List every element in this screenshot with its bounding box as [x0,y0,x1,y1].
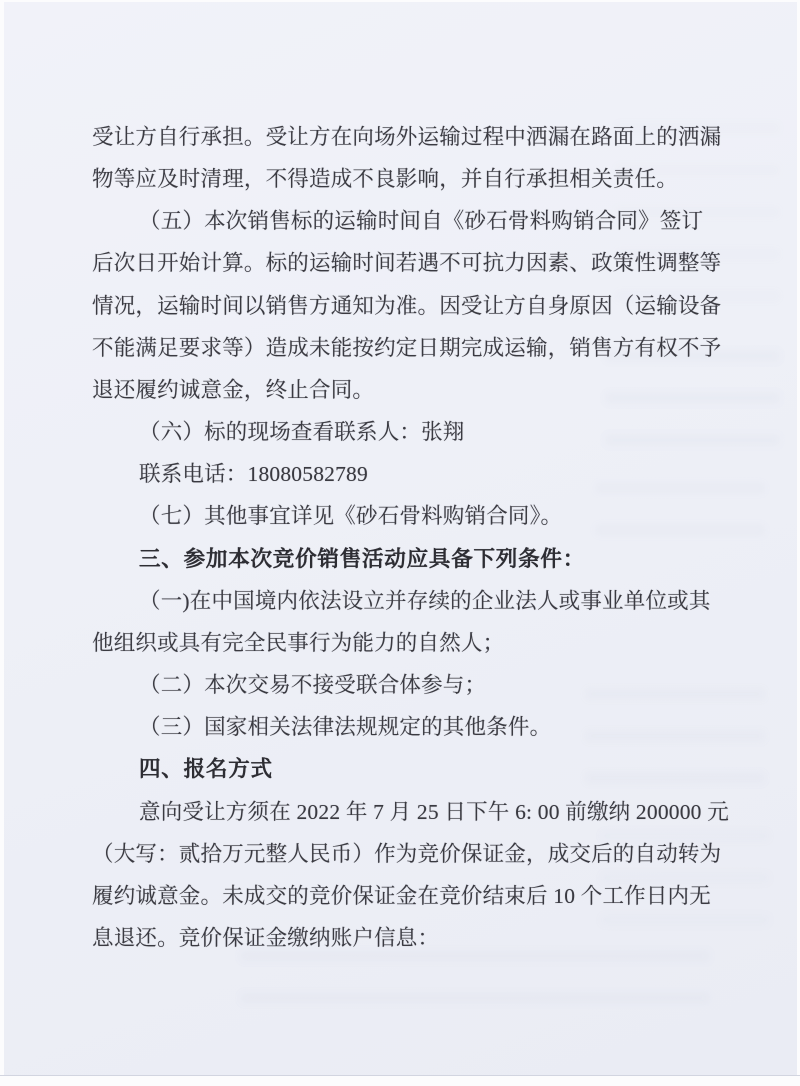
section-heading-3: 三、参加本次竞价销售活动应具备下列条件： [139,546,586,571]
doc-line: 后次日开始计算。标的运输时间若遇不可抗力因素、政策性调整等 [92,251,722,276]
doc-line-item-2: （二）本次交易不接受联合体参与； [139,673,487,698]
doc-line: 他组织或具有完全民事行为能力的自然人； [92,630,505,655]
doc-line: 物等应及时清理，不得造成不良影响，并自行承担相关责任。 [92,167,678,192]
doc-line-item-7: （七）其他事宜详见《砂石骨料购销合同》。 [139,504,563,529]
section-heading-4: 四、报名方式 [139,757,273,782]
scan-edge-top [0,0,800,2]
doc-line: 受让方自行承担。受让方在向场外运输过程中洒漏在路面上的洒漏 [92,125,722,149]
doc-line-item-5: （五）本次销售标的运输时间自《砂石骨料购销合同》签订 [139,209,704,234]
scan-edge-bottom [0,1075,800,1086]
doc-line: 退还履约诚意金，终止合同。 [92,377,375,402]
doc-line: 息退还。竞价保证金缴纳账户信息： [92,925,440,950]
doc-line: 情况，运输时间以销售方通知为准。因受让方自身原因（运输设备 [92,293,722,318]
document-body [92,116,729,959]
doc-line: 不能满足要求等）造成未能按约定日期完成运输，销售方有权不予 [92,335,722,360]
contact-phone-line: 联系电话：18080582789 [139,462,368,487]
doc-line: 意向受让方须在 2022 年 7 月 25 日下午 6: 00 前缴纳 200000 元 [139,799,729,824]
doc-line-item-6: （六）标的现场查看联系人：张翔 [139,420,465,445]
doc-line-item-3: （三）国家相关法律法规规定的其他条件。 [139,715,552,740]
doc-line: （大写：贰拾万元整人民币）作为竞价保证金，成交后的自动转为 [92,841,722,866]
doc-line: 履约诚意金。未成交的竞价保证金在竞价结束后 10 个工作日内无 [92,883,711,908]
scan-edge-left [0,0,4,1086]
doc-line-item-1: （一)在中国境内依法设立并存续的企业法人或事业单位或其 [139,588,711,613]
